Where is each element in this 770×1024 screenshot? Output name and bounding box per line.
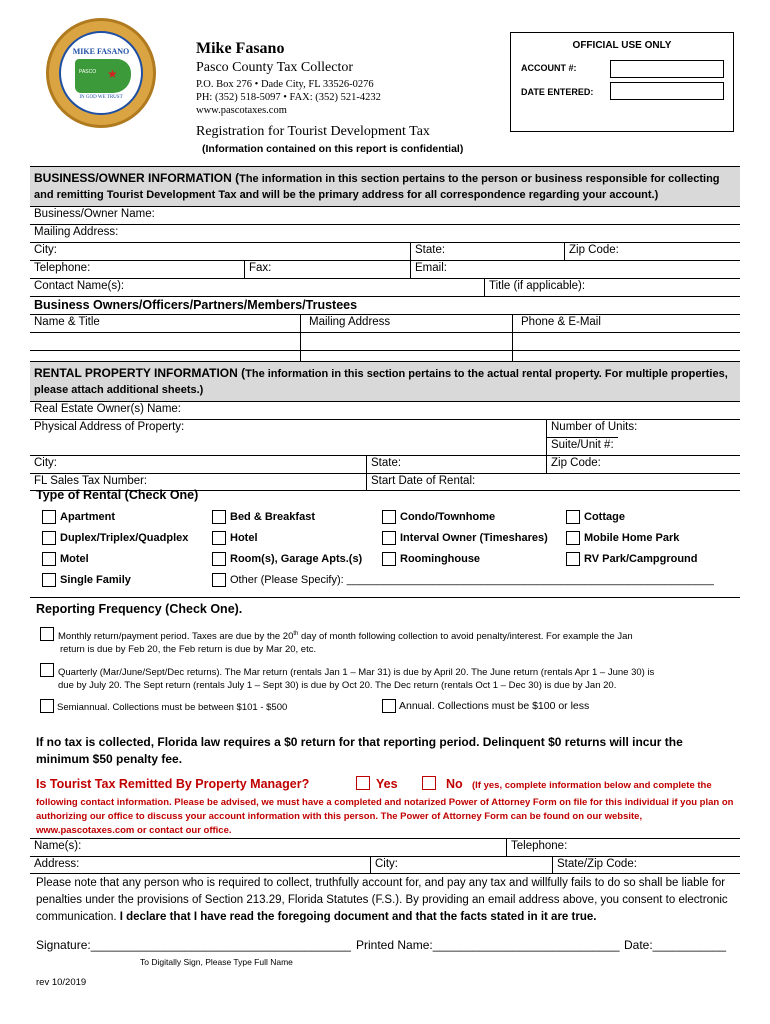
checkbox[interactable] [382,531,396,545]
monthly-text: Monthly return/payment period. Taxes are due by the 20th day of month following collection to avoid penalty/interest. For example the Jan return is due by Feb 20, the Feb return is due by Mar 20, etc. [58,631,633,656]
quarterly-text: Quarterly (Mar/June/Sept/Dec returns). The Mar return (rentals Jan 1 – Mar 31) is due by April 20. The June return (rentals Apr 1 – June 30) is due by July 20. The Sept return (rentals July 1 – Sept 30) is due by Oct 20. The Dec return (rentals Oct 1 – Dec 30) is due by Jan 20. [58,667,655,691]
manager-yes-checkbox[interactable] [356,776,370,790]
contact-title-label: Title (if applicable): [484,279,589,296]
account-number-label: ACCOUNT #: [521,63,577,73]
city-state-zip-row[interactable] [30,242,740,260]
manager-names-label: Name(s): [34,840,82,852]
account-number-field[interactable] [610,60,724,78]
other-specify-field: Other (Please Specify): ____________________________________________________________ [230,574,714,586]
seal-name: MIKE FASANO [72,47,130,56]
phone-line: PH: (352) 518-5097 • FAX: (352) 521-4232 [196,92,381,103]
manager-yes-label: Yes [376,777,398,791]
manager-name-row[interactable] [30,838,740,856]
business-name-row[interactable] [30,206,740,224]
option-single-family[interactable]: Single Family [42,573,131,587]
printed-name-field[interactable]: Printed Name:____________________________ [356,938,620,952]
option-bed-breakfast[interactable]: Bed & Breakfast [212,510,315,524]
rental-state-label: State: [366,456,405,473]
signature-field[interactable]: Signature:_______________________________________ [36,938,351,952]
checkbox[interactable] [42,510,56,524]
business-name-label: Business/Owner Name: [34,208,155,220]
divider [30,597,740,598]
option-rv-park[interactable]: RV Park/Campground [566,552,698,566]
rental-type-heading: Type of Rental (Check One) [36,488,199,502]
mailing-address-label: Mailing Address: [34,226,119,238]
monthly-checkbox[interactable] [40,627,54,641]
power-of-attorney-note: following contact information. Please be advised, we must have a completed and notarized Power of Attorney Form on file for this individual if you plan on authorizing our office to discuss your account information with this person. The Power of Attorney Form can be found on our website, www.pascotaxes.com or contact our office. [36,797,734,836]
checkbox[interactable] [42,552,56,566]
suite-row[interactable] [30,437,740,455]
checkbox[interactable] [382,552,396,566]
option-apartment[interactable]: Apartment [42,510,115,524]
rental-section-heading: RENTAL PROPERTY INFORMATION (The information in this section pertains to the actual rental property. For multiple properties, please attach additional sheets.) [30,361,740,401]
manager-no-checkbox[interactable] [422,776,436,790]
state-label: State: [410,243,449,260]
seal-center [59,31,143,115]
rental-city-row[interactable] [30,455,740,473]
real-estate-owner-row[interactable] [30,401,740,419]
manager-city-label: City: [370,857,402,873]
office-address [196,78,381,117]
physical-address-label: Physical Address of Property: [34,421,185,433]
checkbox[interactable] [382,510,396,524]
owners-heading: Business Owners/Officers/Partners/Members/Trustees [30,296,740,314]
real-estate-owner-label: Real Estate Owner(s) Name: [34,403,181,415]
option-roominghouse[interactable]: Roominghouse [382,552,480,566]
website-line: www.pascotaxes.com [196,105,287,116]
sales-tax-number-label: FL Sales Tax Number: [34,475,148,487]
option-cottage[interactable]: Cottage [566,510,625,524]
manager-inline-note: (If yes, complete information below and complete the [472,780,712,791]
city-label: City: [34,244,57,256]
phone-fax-email-row[interactable] [30,260,740,278]
option-duplex[interactable]: Duplex/Triplex/Quadplex [42,531,188,545]
date-entered-field[interactable] [610,82,724,100]
start-date-label: Start Date of Rental: [366,474,479,490]
email-label: Email: [410,261,451,278]
confidential-note: (Information contained on this report is confidential) [202,143,464,155]
option-motel[interactable]: Motel [42,552,89,566]
checkbox[interactable] [212,531,226,545]
rental-property-section [30,361,740,491]
option-interval-owner[interactable]: Interval Owner (Timeshares) [382,531,548,545]
manager-contact-section [30,838,740,874]
col-phone-email: Phone & E-Mail [512,315,605,332]
col-mailing-address: Mailing Address [300,315,394,332]
florida-map-icon [75,59,131,93]
manager-state-zip-label: State/Zip Code: [552,857,641,873]
date-entered-label: DATE ENTERED: [521,87,594,97]
reporting-heading: Reporting Frequency (Check One). [36,602,243,616]
physical-address-row[interactable] [30,419,740,437]
zero-return-warning: If no tax is collected, Florida law requires a $0 return for that reporting period. Delinquent $0 returns will incur the minimum $50 penalty fee. [36,735,683,766]
number-of-units-label: Number of Units: [546,420,641,437]
suite-unit-label: Suite/Unit #: [546,437,618,455]
contact-row[interactable] [30,278,740,296]
owner-entry-row[interactable] [30,332,740,350]
rental-city-label: City: [34,457,57,469]
option-hotel[interactable]: Hotel [212,531,258,545]
annual-text: Annual. Collections must be $100 or less [399,700,590,712]
seal-county: PASCO [79,69,97,75]
quarterly-checkbox[interactable] [40,663,54,677]
form-title: Registration for Tourist Development Tax [196,124,430,139]
fax-label: Fax: [244,261,275,278]
checkbox[interactable] [212,510,226,524]
rental-zip-label: Zip Code: [546,456,605,473]
seal-motto: IN GOD WE TRUST [79,95,123,100]
address-line: P.O. Box 276 • Dade City, FL 33526-0276 [196,79,374,90]
date-field[interactable]: Date:___________ [624,938,727,952]
checkbox[interactable] [212,552,226,566]
digital-sign-hint: To Digitally Sign, Please Type Full Name [140,957,293,967]
checkbox[interactable] [212,573,226,587]
business-section-heading: BUSINESS/OWNER INFORMATION (The information in this section pertains to the person or business responsible for collecting and remitting Tourist Development Tax and will be the primary address for all correspondence regarding your account.) [30,166,740,206]
official-use-heading: OFFICIAL USE ONLY [572,40,672,51]
collector-name: Mike Fasano [196,40,285,57]
tax-collector-seal [46,18,156,128]
office-name: Pasco County Tax Collector [196,60,354,75]
option-mobile-home-park[interactable]: Mobile Home Park [566,531,679,545]
revision-label: rev 10/2019 [36,977,87,988]
semiannual-checkbox[interactable] [40,699,54,713]
semiannual-text: Semiannual. Collections must be between $101 - $500 [57,702,288,713]
checkbox[interactable] [566,510,580,524]
business-owner-section [30,166,740,368]
manager-telephone-label: Telephone: [506,839,571,856]
checkbox[interactable] [42,573,56,587]
option-rooms-garage[interactable]: Room(s), Garage Apts.(s) [212,552,362,566]
option-other[interactable] [212,573,714,587]
col-name-title: Name & Title [34,316,100,328]
checkbox[interactable] [566,552,580,566]
manager-address-label: Address: [34,858,80,870]
owners-column-headers [30,314,740,332]
manager-no-label: No [446,777,463,791]
declaration-text: Please note that any person who is required to collect, truthfully account for, and pay any tax and willfully fails to do so shall be liable for penalties under the provisions of Section 213.29, Florida Statutes (F.S.). By providing an email address above, you consent to electronic communication. I declare that I have read the foregoing document and that the facts stated in it are true. [36,877,728,923]
manager-address-row[interactable] [30,856,740,874]
contact-name-label: Contact Name(s): [34,280,125,292]
option-condo-townhome[interactable]: Condo/Townhome [382,510,495,524]
property-manager-question: Is Tourist Tax Remitted By Property Manager? [36,777,310,791]
star-icon: ★ [107,67,118,81]
mailing-address-row[interactable] [30,224,740,242]
checkbox[interactable] [566,531,580,545]
zip-label: Zip Code: [564,243,623,260]
telephone-label: Telephone: [34,262,91,274]
checkbox[interactable] [42,531,56,545]
annual-checkbox[interactable] [382,699,396,713]
